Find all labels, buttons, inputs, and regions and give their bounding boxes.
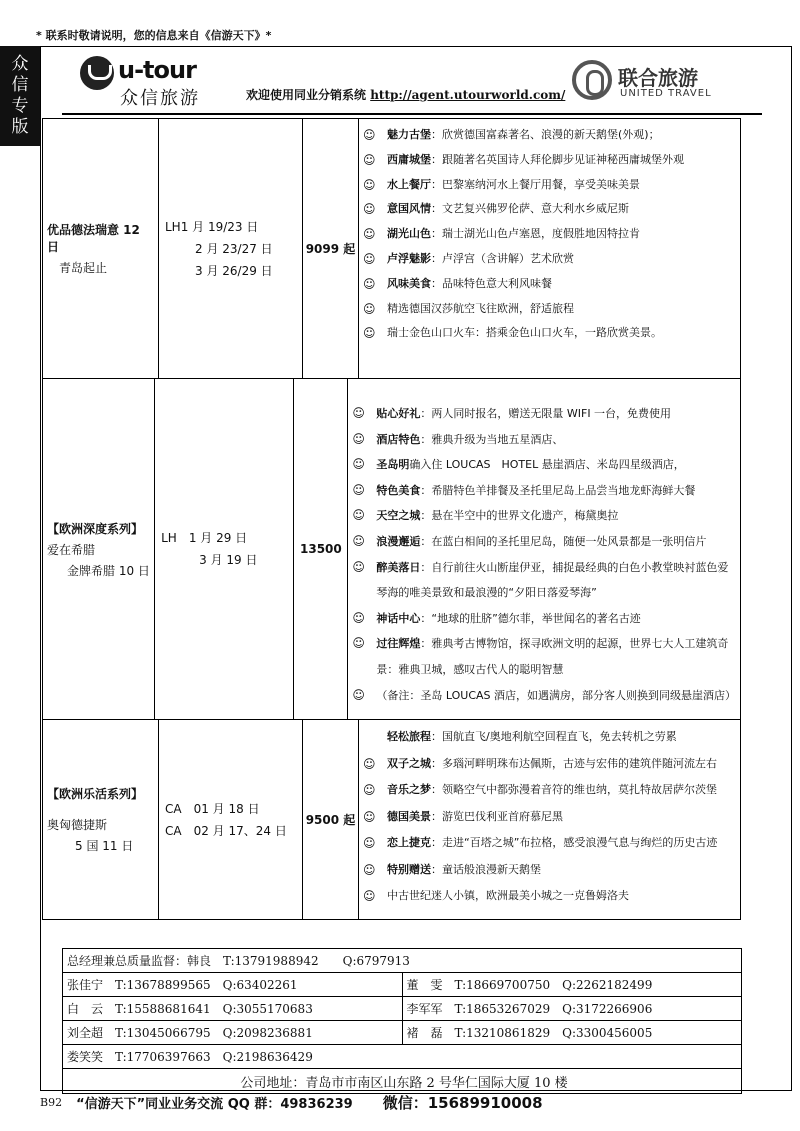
smiley-icon: ☺ (363, 326, 376, 341)
utour-logo-text: u-tour (118, 56, 196, 84)
feature-key: 魅力古堡 (387, 128, 431, 141)
feature-item (352, 529, 736, 555)
smiley-icon: ☺ (352, 406, 365, 420)
feature-text: ：文艺复兴佛罗伦萨、意大利水乡威尼斯 (431, 202, 629, 216)
tour-sub: 奥匈德捷斯 (47, 818, 108, 832)
feature-text: ：自行前往火山断崖伊亚，捕捉最经典的白色小教堂映衬蓝色爱 (420, 560, 729, 574)
tour-table (42, 118, 741, 920)
utour-logo-icon (80, 56, 114, 90)
feature-item (363, 173, 736, 198)
feature-item (352, 555, 736, 581)
smiley-icon: ☺ (352, 431, 365, 446)
feature-key: 双子之城 (387, 756, 431, 770)
united-travel-en: UNITED TRAVEL (620, 88, 712, 99)
feature-text: 精选德国汉莎航空飞往欧洲，舒适旅程 (387, 301, 574, 315)
feature-key: 酒店特色 (376, 432, 421, 446)
feature-key: 神话中心 (376, 611, 421, 625)
feature-key: 卢浮魅影 (387, 251, 431, 265)
tour-row (43, 720, 740, 919)
tour-sub: 青岛起止 (59, 261, 108, 275)
contact-row (63, 1045, 741, 1069)
smiley-icon: ☺ (352, 457, 365, 472)
feature-item (363, 222, 736, 247)
tour-price: 9500 起 (303, 720, 359, 919)
feature-key: 醉美落日 (376, 560, 421, 574)
feature-text: ：卢浮宫（含讲解）艺术欣赏 (431, 251, 574, 265)
contact-cell: 刘全超 T:13045066795 Q:2098236881 (67, 1026, 313, 1040)
feature-text: ：多瑙河畔明珠布达佩斯，古迹与宏伟的建筑伴随河流左右 (431, 756, 717, 770)
feature-item (352, 657, 736, 683)
smiley-icon: ☺ (363, 251, 376, 266)
manager-contact: 总经理兼总质量监督：韩良 T:13791988942 Q:6797913 (67, 954, 410, 968)
feature-item (363, 777, 736, 804)
welcome-line (246, 86, 565, 103)
tour-name: 【欧洲深度系列】 (47, 521, 144, 536)
tour-date: LH1 月 19/23 日 (165, 219, 259, 234)
tour-date: 3 月 19 日 (199, 553, 258, 567)
feature-item (363, 297, 736, 322)
feature-key: 圣岛明 (376, 458, 410, 472)
smiley-icon: ☺ (363, 809, 376, 824)
tour-row (43, 379, 740, 720)
feature-text: （备注：圣岛 LOUCAS 酒店，如遇满房，部分客人则换到同级悬崖酒店） (376, 688, 736, 702)
feature-item (363, 197, 736, 222)
tour-name: 优品德法瑞意 12 日 (47, 223, 140, 254)
feature-key: 过往辉煌 (376, 637, 421, 651)
feature-key: 湖光山色 (387, 227, 431, 241)
tour-features (348, 379, 740, 719)
contact-cell: 李军军 T:18653267029 Q:3172266906 (402, 997, 742, 1020)
qq-group: “信游天下”同业业务交流 QQ 群：49836239 (76, 1097, 353, 1112)
feature-item (363, 321, 736, 346)
feature-text: ：跟随著名英国诗人拜伦脚步见证神秘西庸城堡外观 (431, 152, 684, 166)
feature-item (363, 804, 736, 831)
contact-cell: 娄笑笑 T:17706397663 Q:2198636429 (67, 1050, 313, 1064)
feature-item (352, 606, 736, 632)
feature-item (363, 272, 736, 297)
side-tab (0, 46, 40, 146)
contact-row (63, 949, 741, 973)
utour-logo-cn: 众信旅游 (120, 88, 200, 109)
side-tab-char: 信 (11, 75, 29, 95)
tour-sub: 爱在希腊 (47, 542, 96, 557)
feature-key: 恋上捷克 (387, 836, 431, 849)
feature-text: ：走进“百塔之城”布拉格，感受浪漫气息与绚烂的历史古迹 (431, 836, 718, 849)
contact-row (63, 1021, 741, 1045)
feature-key: 贴心好礼 (376, 407, 421, 420)
tour-name-cell (43, 379, 155, 719)
united-travel-logo-icon (572, 60, 612, 100)
contact-cell: 白 云 T:15588681641 Q:3055170683 (67, 1002, 313, 1016)
smiley-icon: ☺ (363, 202, 376, 217)
tour-sub: 金牌希腊 10 日 (67, 563, 150, 578)
smiley-icon: ☺ (363, 152, 376, 167)
feature-key: 特色美食 (376, 483, 421, 497)
feature-key: 天空之城 (376, 509, 421, 523)
smiley-icon: ☺ (363, 889, 376, 903)
wechat-contact: 微信：15689910008 (382, 1094, 543, 1112)
feature-item (363, 751, 736, 778)
feature-item (352, 683, 736, 709)
feature-item (363, 247, 736, 272)
feature-item (363, 830, 736, 857)
feature-text: 瑞士金色山口火车：搭乘金色山口火车，一路欣赏美景。 (387, 326, 662, 340)
feature-item (352, 631, 736, 657)
feature-key: 西庸城堡 (387, 152, 431, 166)
feature-key: 意国风情 (387, 202, 431, 216)
contact-cell: 褚 磊 T:13210861829 Q:3300456005 (402, 1021, 742, 1044)
smiley-icon (352, 657, 376, 683)
feature-text: 景：雅典卫城，感叹古代人的聪明智慧 (376, 662, 564, 676)
feature-key: 浪漫邂逅 (376, 534, 421, 548)
feature-item (352, 478, 736, 504)
smiley-icon: ☺ (352, 508, 365, 523)
smiley-icon: ☺ (352, 610, 365, 625)
smiley-icon (352, 580, 376, 606)
contact-row (63, 997, 741, 1021)
smiley-icon: ☺ (352, 482, 365, 497)
feature-item (363, 883, 736, 910)
smiley-icon: ☺ (363, 862, 376, 877)
feature-item (363, 123, 736, 148)
tour-date: CA 02 月 17、24 日 (165, 823, 287, 838)
tour-date: 2 月 23/27 日 (195, 241, 273, 256)
tour-dates-cell (155, 379, 294, 719)
smiley-icon: ☺ (352, 559, 365, 574)
contact-cell: 董 雯 T:18669700750 Q:2262182499 (402, 973, 742, 996)
feature-text: ：希腊特色羊排餐及圣托里尼岛上品尝当地龙虾海鲜大餐 (420, 483, 696, 497)
side-tab-char: 版 (11, 117, 29, 137)
feature-item (363, 857, 736, 884)
feature-item (352, 427, 736, 453)
company-address: 公司地址：青岛市市南区山东路 2 号华仁国际大厦 10 楼 (240, 1075, 568, 1091)
page-footer (40, 1092, 543, 1113)
header-divider (62, 113, 762, 115)
contact-table (62, 948, 742, 1094)
tour-date: 3 月 26/29 日 (195, 263, 273, 278)
tour-date: CA 01 月 18 日 (165, 801, 260, 816)
feature-item (352, 401, 736, 427)
feature-text: 中古世纪迷人小镇，欧洲最美小城之一克鲁姆洛夫 (387, 889, 629, 902)
smiley-icon (363, 724, 387, 751)
feature-text: ：领略空气中都弥漫着音符的维也纳，莫扎特故居萨尔茨堡 (431, 783, 717, 796)
feature-text: ：雅典考古博物馆，探寻欧洲文明的起源，世界七大人工建筑奇 (420, 637, 729, 651)
feature-key: 德国美景 (387, 809, 431, 823)
side-tab-char: 专 (11, 96, 29, 116)
feature-text: ：巴黎塞纳河水上餐厅用餐，享受美味美景 (431, 177, 640, 191)
smiley-icon: ☺ (363, 783, 376, 797)
feature-key: 风味美食 (387, 276, 431, 290)
tour-name-cell (43, 720, 159, 919)
feature-text: ：在蓝白相间的圣托里尼岛，随便一处风景都是一张明信片 (420, 534, 707, 548)
feature-text: 琴海的唯美景致和最浪漫的“夕阳日落爱琴海” (376, 586, 597, 600)
tour-name: 【欧洲乐活系列】 (47, 787, 144, 801)
tour-date: LH 1 月 29 日 (161, 531, 248, 545)
united-travel-cn: 联合旅游 (618, 66, 698, 90)
feature-text: ：游览巴伐利亚首府慕尼黑 (431, 809, 563, 823)
feature-key: 轻松旅程 (387, 730, 431, 743)
contact-row (63, 973, 741, 997)
agent-url-link[interactable]: http://agent.utourworld.com/ (370, 88, 566, 102)
page-number: B92 (40, 1096, 63, 1109)
smiley-icon: ☺ (363, 276, 376, 291)
feature-item (363, 724, 736, 751)
smiley-icon: ☺ (363, 756, 376, 771)
tour-features (359, 720, 740, 919)
side-tab-char: 众 (11, 54, 29, 74)
feature-text: ：雅典升级为当地五星酒店、 (420, 432, 564, 446)
tour-dates-cell (159, 720, 303, 919)
feature-item (352, 580, 736, 606)
page-header (40, 46, 792, 114)
smiley-icon: ☺ (363, 128, 376, 142)
smiley-icon: ☺ (352, 636, 365, 651)
smiley-icon: ☺ (352, 687, 365, 702)
tour-dates-cell (159, 119, 303, 378)
smiley-icon: ☺ (363, 301, 376, 316)
feature-text: ：瑞士湖光山色卢塞恩，度假胜地因特拉肯 (431, 227, 640, 241)
feature-text: ：童话般浪漫新天鹅堡 (431, 862, 541, 876)
contact-row (63, 1069, 741, 1093)
welcome-text: 欢迎使用同业分销系统 (246, 88, 367, 102)
tour-price: 13500 (294, 379, 348, 719)
tour-row (43, 119, 740, 379)
feature-item (363, 148, 736, 173)
feature-text: ：悬在半空中的世界文化遗产，梅黛奥拉 (420, 509, 619, 523)
source-notice: * 联系时敬请说明，您的信息来自《信游天下》* (36, 29, 272, 42)
feature-text: ：“地球的肚脐”德尔菲，举世闻名的著名古迹 (420, 611, 641, 625)
feature-text: 确入住 LOUCAS HOTEL 悬崖酒店、米岛四星级酒店， (409, 458, 685, 472)
feature-item (352, 503, 736, 529)
feature-key: 音乐之梦 (387, 783, 431, 796)
feature-text: ：品味特色意大利风味餐 (431, 276, 552, 290)
feature-item (352, 452, 736, 478)
smiley-icon: ☺ (363, 227, 376, 242)
tour-price: 9099 起 (303, 119, 359, 378)
smiley-icon: ☺ (352, 533, 365, 548)
feature-text: ：国航直飞/奥地利航空回程直飞，免去转机之劳累 (431, 730, 677, 743)
feature-key: 水上餐厅 (387, 177, 431, 191)
contact-cell: 张佳宁 T:13678899565 Q:63402261 (67, 978, 298, 992)
tour-sub: 5 国 11 日 (75, 839, 134, 853)
smiley-icon: ☺ (363, 836, 376, 850)
feature-text: ：欣赏德国富森著名、浪漫的新天鹅堡(外观)； (431, 128, 660, 141)
tour-name-cell (43, 119, 159, 378)
tour-features (359, 119, 740, 378)
feature-key: 特别赠送 (387, 862, 431, 876)
smiley-icon: ☺ (363, 177, 376, 192)
feature-text: ：两人同时报名，赠送无限量 WIFI 一台，免费使用 (420, 407, 672, 420)
